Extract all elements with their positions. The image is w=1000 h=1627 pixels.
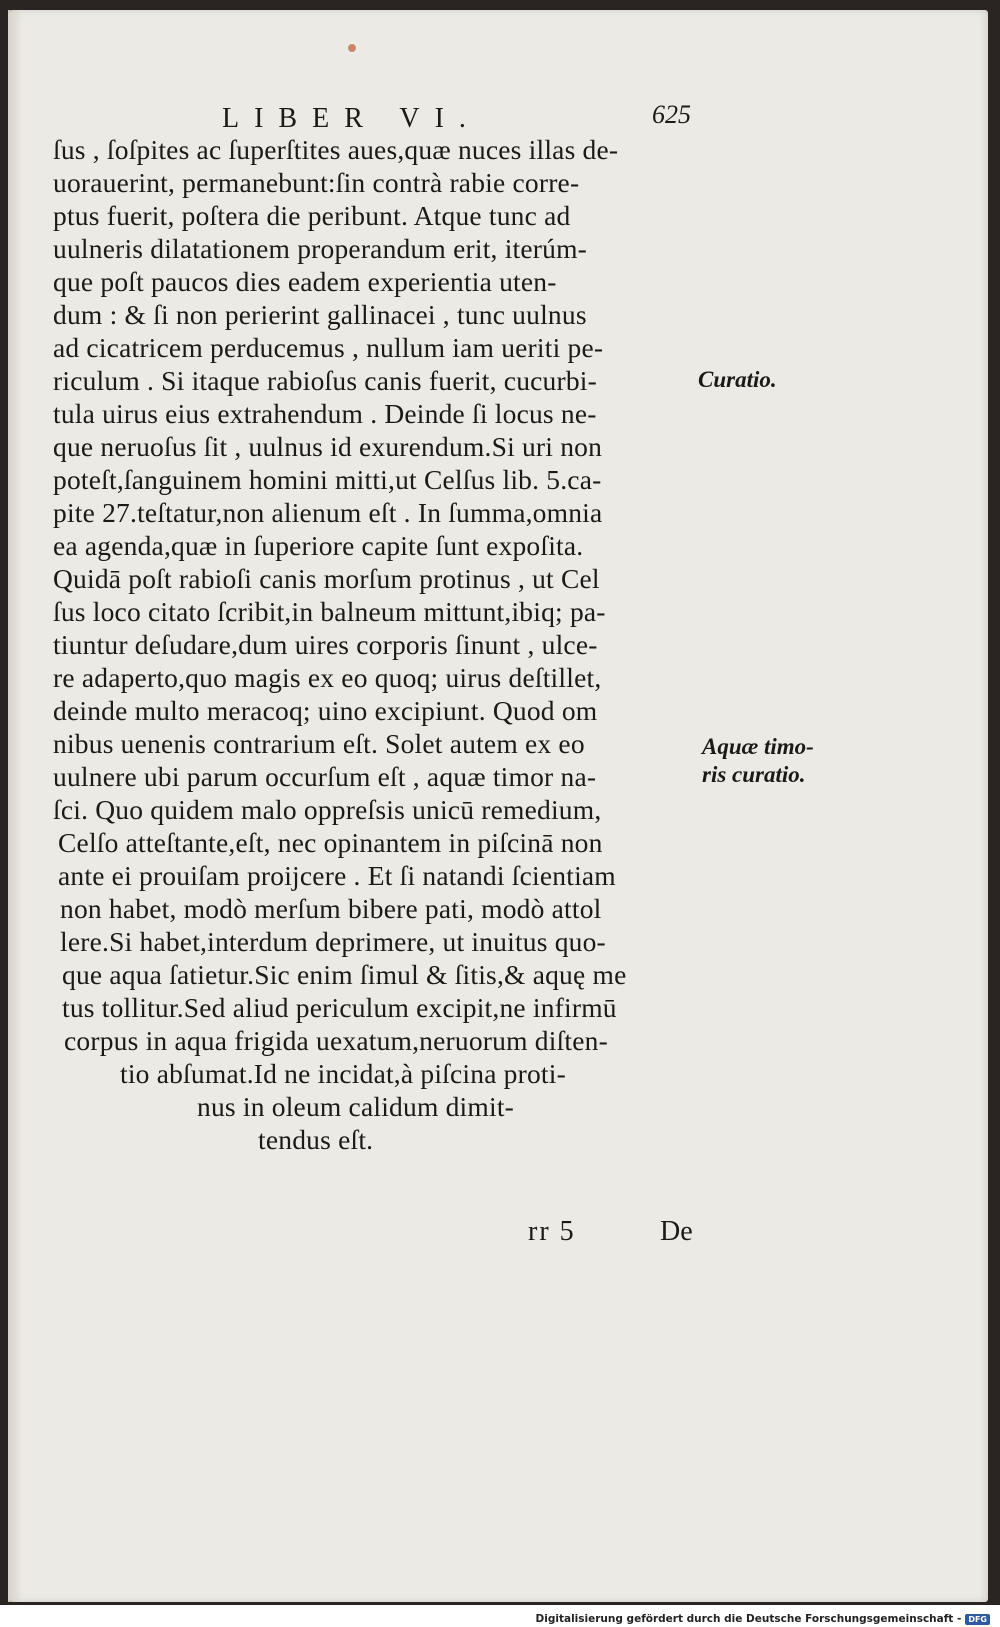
text-line: poteſt,ſanguinem homini mitti,ut Celſus lib. 5.ca- xyxy=(53,464,602,495)
text-line: tula uirus eius extrahendum . Deinde ſi locus ne- xyxy=(53,398,597,429)
text-line: que poſt paucos dies eadem experientia uten- xyxy=(53,266,557,297)
text-line: tio abſumat.Id ne incidat,à piſcina proti- xyxy=(120,1058,566,1089)
text-line: tiuntur deſudare,dum uires corporis ſinunt , ulce- xyxy=(53,629,598,660)
text-line: non habet, modò merſum bibere pati, modò attol xyxy=(60,893,602,924)
text-line: Quidā poſt rabioſi canis morſum protinus , ut Cel xyxy=(53,563,600,594)
page-number: 625 xyxy=(652,100,691,129)
marginal-note: ris curatio. xyxy=(702,762,806,787)
text-line: ad cicatricem perducemus , nullum iam ueriti pe- xyxy=(53,332,604,363)
text-line: pite 27.teſtatur,non alienum eſt . In ſumma,omnia xyxy=(53,497,603,528)
text-line: que aqua ſatietur.Sic enim ſimul & ſitis,& aquę me xyxy=(62,959,627,990)
text-line: deinde multo meracoq; uino excipiunt. Quod om xyxy=(53,695,598,726)
text-line: nibus uenenis contrarium eſt. Solet autem ex eo xyxy=(53,728,585,759)
text-line: ſus , ſoſpites ac ſuperſtites aues,quæ nuces illas de- xyxy=(53,134,619,165)
marginal-note: Curatio. xyxy=(698,367,777,392)
text-line: nus in oleum calidum dimit- xyxy=(197,1091,515,1122)
dfg-logo: DFG xyxy=(965,1614,990,1625)
text-line: uorauerint, permanebunt:ſin contrà rabie corre- xyxy=(53,167,580,198)
text-line: tendus eſt. xyxy=(258,1124,374,1155)
text-line: corpus in aqua frigida uexatum,neruorum diſten- xyxy=(64,1025,608,1056)
text-line: riculum . Si itaque rabioſus canis fuerit, cucurbi- xyxy=(53,365,598,396)
text-line: uulnere ubi parum occurſum eſt , aquæ timor na- xyxy=(53,761,597,792)
text-line: tus tollitur.Sed aliud periculum excipit,ne infirmū xyxy=(62,992,617,1023)
catchword: De xyxy=(660,1216,693,1247)
text-line: ante ei prouiſam proijcere . Et ſi natandi ſcientiam xyxy=(58,860,616,891)
text-line: que neruoſus ſit , uulnus id exurendum.Si uri non xyxy=(53,431,603,462)
text-line: dum : & ſi non perierint gallinacei , tunc uulnus xyxy=(53,299,587,330)
marginal-note: Aquæ timo- xyxy=(702,734,814,759)
digitization-credit xyxy=(536,1613,990,1625)
text-line: uulneris dilatationem properandum erit, iterúm- xyxy=(53,233,588,264)
text-line: ptus fuerit, poſtera die peribunt. Atque tunc ad xyxy=(53,200,571,231)
text-line: lere.Si habet,interdum deprimere, ut inuitus quo- xyxy=(60,926,606,957)
text-line: ſci. Quo quidem malo oppreſsis unicū remedium, xyxy=(53,794,602,825)
text-line: ſus loco citato ſcribit,in balneum mittunt,ibiq; pa- xyxy=(53,596,606,627)
text-line: Celſo atteſtante,eſt, nec opinantem in piſcinā non xyxy=(58,827,603,858)
text-line: re adaperto,quo magis ex eo quoq; uirus deſtillet, xyxy=(53,662,602,693)
credit-text: Digitalisierung gefördert durch die Deutsche Forschungsgemeinschaft - xyxy=(535,1613,962,1625)
running-head: LIBER VI. xyxy=(222,103,481,134)
text-line: ea agenda,quæ in ſuperiore capite ſunt expoſita. xyxy=(53,530,584,561)
signature-mark: rr 5 xyxy=(528,1216,576,1247)
